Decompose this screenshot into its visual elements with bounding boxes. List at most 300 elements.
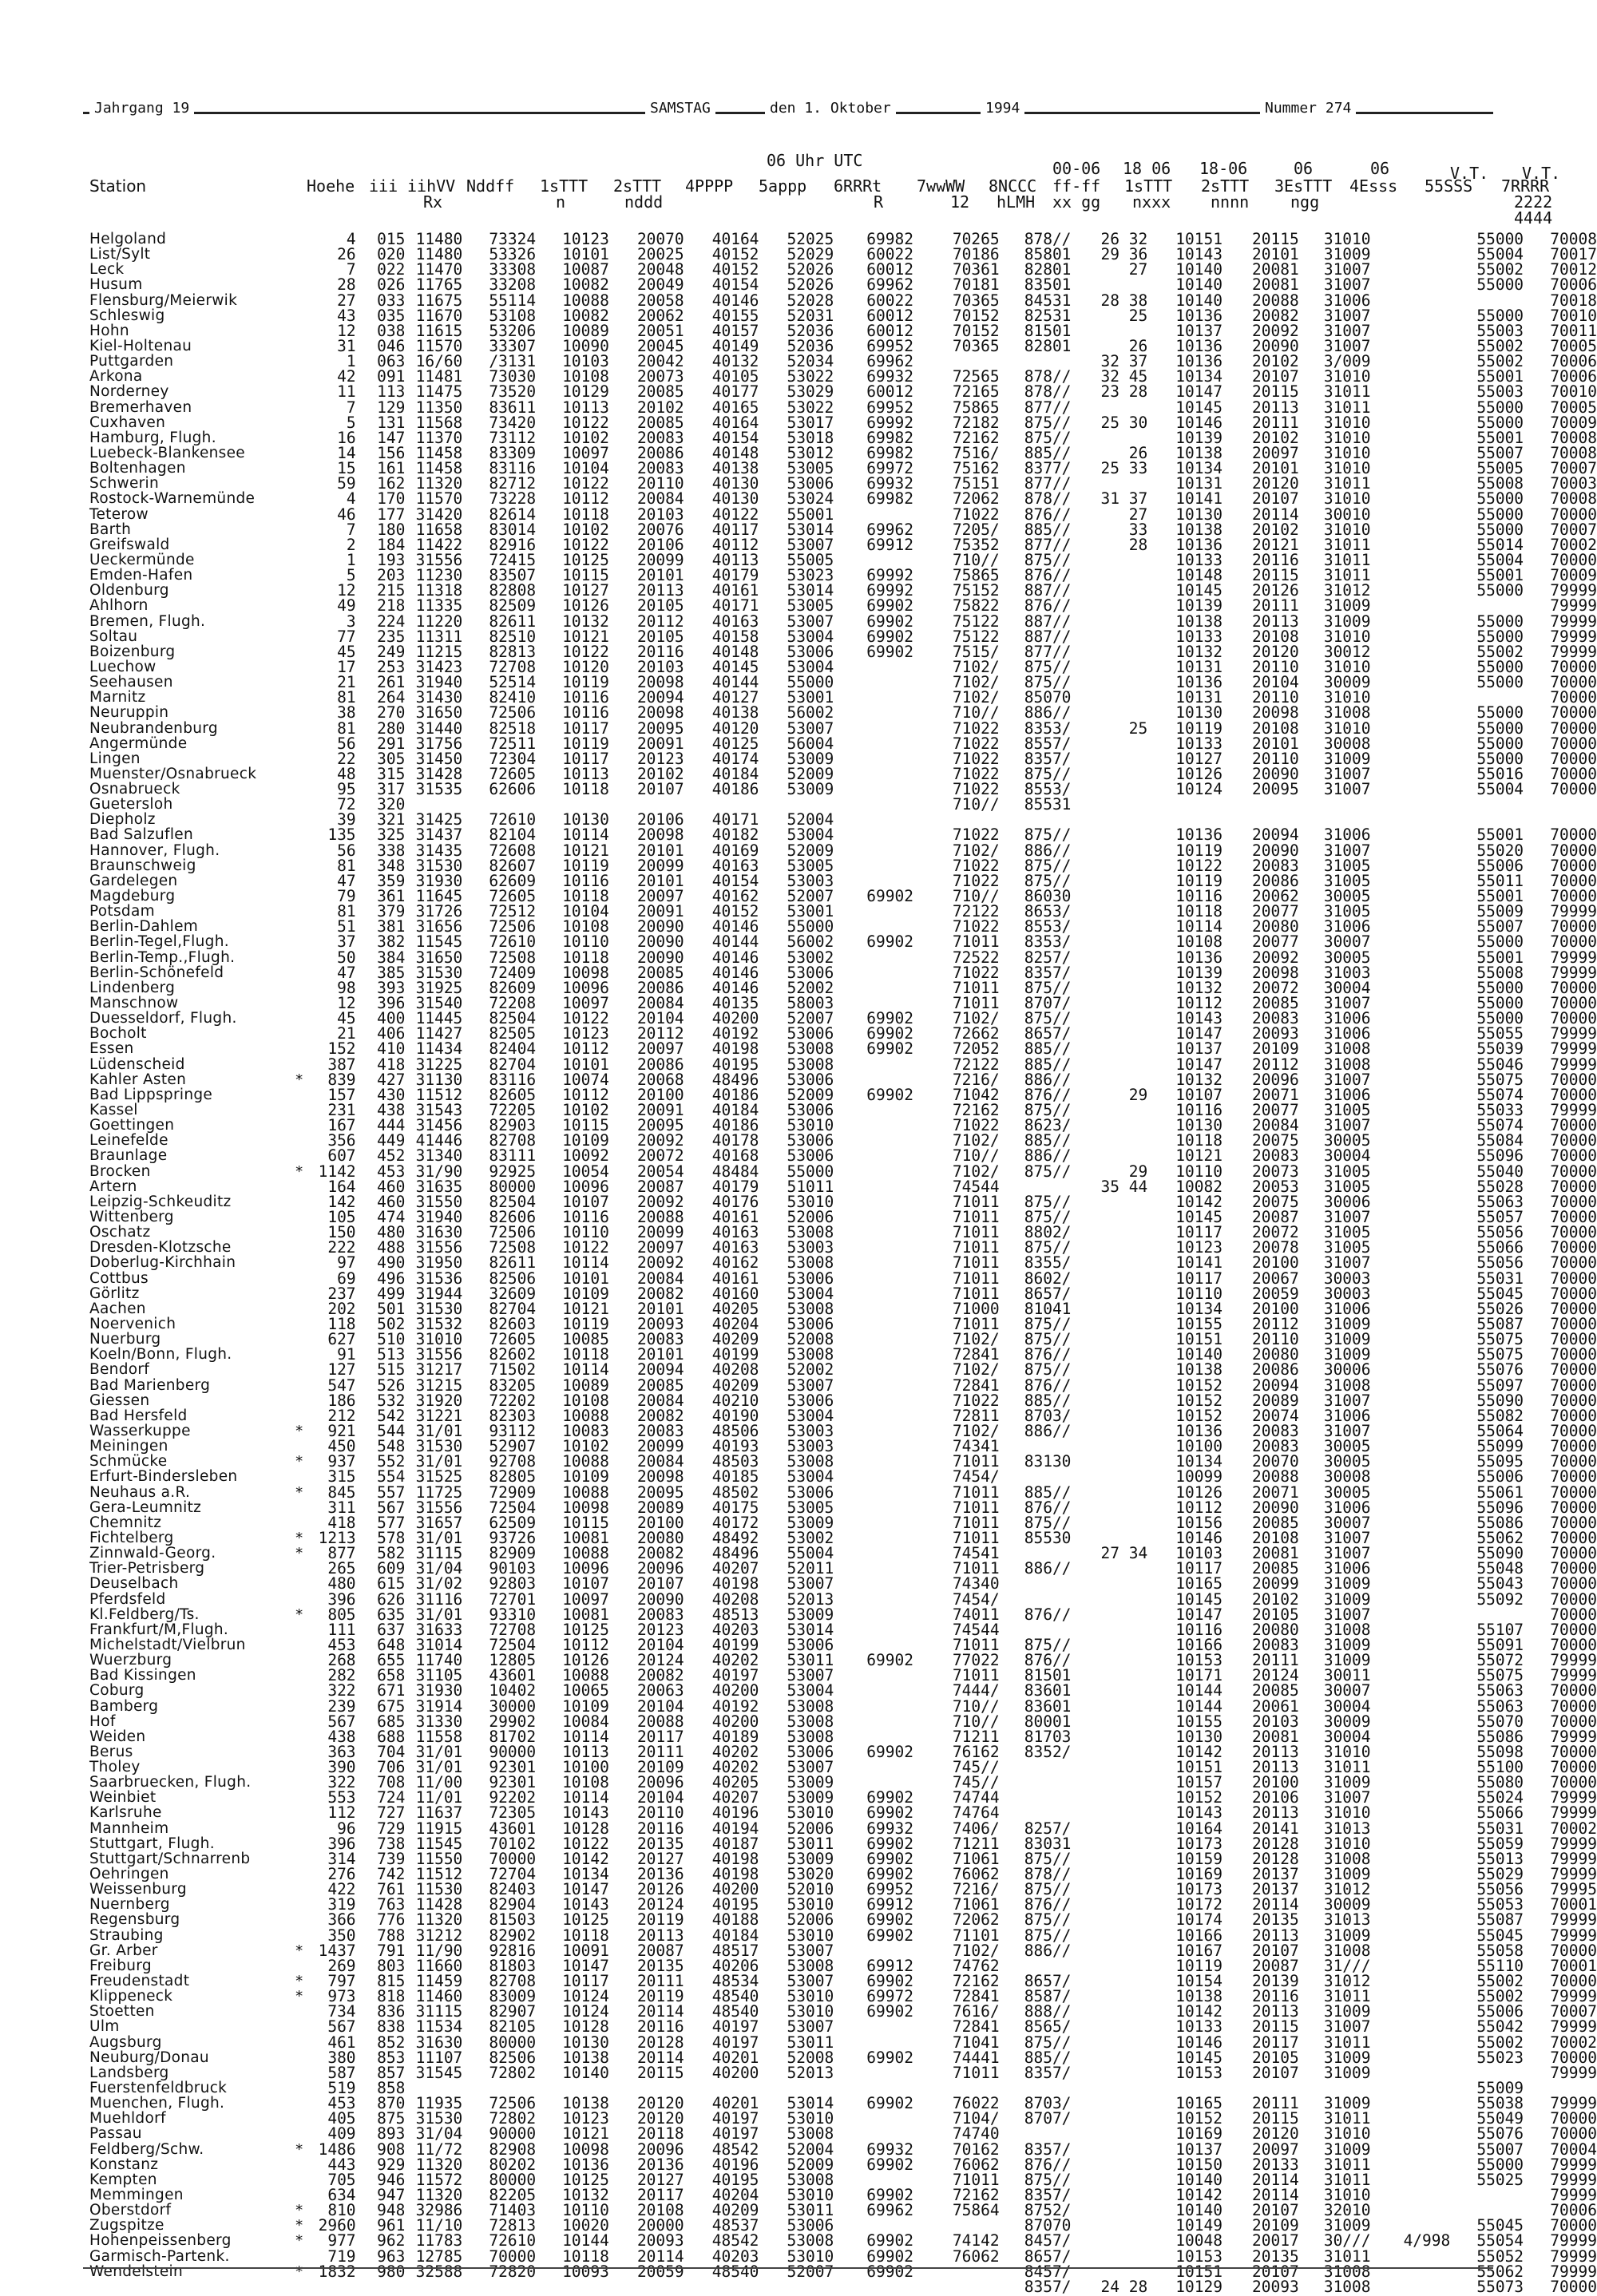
ettt: 30008: [1323, 1467, 1371, 1486]
iihvv: 11318: [415, 581, 463, 600]
hoehe: 21: [337, 673, 356, 692]
nddff: 53326: [489, 245, 537, 264]
nccc: 875//: [1024, 657, 1072, 676]
nddff: 73324: [489, 230, 537, 248]
wwww: 71022: [952, 1116, 1000, 1135]
marker: [291, 766, 308, 782]
sss: 55086: [1476, 1513, 1524, 1532]
station-name: Giessen: [89, 1391, 150, 1409]
ttt1b: 10133: [1175, 734, 1223, 753]
ffff: [1071, 1041, 1147, 1056]
sss: 55002: [1476, 336, 1524, 355]
nddff: 92803: [489, 1574, 537, 1593]
pppp: 40205: [711, 1773, 759, 1792]
hoehe-heading: Hoehe: [307, 176, 355, 196]
ttt1: 10110: [562, 1223, 609, 1242]
ttt2: 20084: [636, 994, 684, 1013]
appp: 53010: [787, 1926, 834, 1945]
wwww: 71011: [952, 1238, 1000, 1257]
rrrt: [834, 2126, 913, 2141]
hoehe: 396: [327, 1589, 356, 1609]
iihvv: 11475: [415, 382, 463, 402]
iihvv: 31532: [415, 1314, 463, 1333]
nddff: 72802: [489, 2109, 537, 2128]
ffff: [1071, 950, 1147, 965]
ettt: 31009: [1323, 1635, 1371, 1654]
ettt: 31011: [1323, 566, 1371, 585]
nccc: 878//: [1024, 230, 1072, 248]
wwww: 71011: [952, 1483, 1000, 1502]
pppp: 40179: [711, 566, 759, 585]
sss: 55064: [1476, 1421, 1524, 1440]
station-name: Nuernberg: [89, 1896, 170, 1914]
iii: 852: [377, 2033, 406, 2052]
esss: [1371, 369, 1451, 384]
ttt2: 20090: [636, 948, 684, 967]
nccc: [1000, 1760, 1072, 1775]
station-name: Oldenburg: [89, 582, 169, 600]
table-row: [89, 445, 1597, 461]
table-row: [89, 1958, 1597, 1973]
marker: [291, 1148, 308, 1163]
hoehe: 810: [327, 2201, 356, 2220]
table-row: [89, 1653, 1597, 1668]
ttt2: 20087: [636, 1941, 684, 1960]
rrrr: 79999: [1550, 1651, 1597, 1670]
station-name: Puttgarden: [89, 353, 174, 370]
rrrr: 79999: [1550, 1101, 1597, 1120]
hoehe: 587: [327, 2063, 356, 2082]
ettt: 31009: [1323, 1651, 1371, 1670]
ffff: [1071, 1240, 1147, 1255]
ffff: [1071, 1576, 1147, 1591]
nddff: 82904: [489, 1895, 537, 1914]
esss: [1371, 476, 1451, 491]
ttt1: 10125: [562, 2170, 609, 2189]
ttt1b: 10153: [1175, 2063, 1223, 2082]
iii: 761: [377, 1880, 406, 1899]
ttt1b: 10174: [1175, 1910, 1223, 1930]
nddff: 73030: [489, 367, 537, 386]
ettt: 31007: [1323, 1391, 1371, 1410]
sss: 55096: [1476, 1498, 1524, 1517]
ttt2b: 20115: [1252, 382, 1299, 402]
ffff: [1071, 1102, 1147, 1118]
hoehe: 453: [327, 2094, 356, 2113]
station-name: Karlsruhe: [89, 1804, 162, 1822]
hoehe: 97: [337, 1253, 356, 1273]
ttt1b: 10152: [1175, 1376, 1223, 1395]
iihvv: 31550: [415, 1192, 463, 1211]
ttt1: 10115: [562, 1513, 609, 1532]
iihvv: 11783: [415, 2231, 463, 2250]
station-name: Muenchen, Flugh.: [89, 2095, 225, 2112]
nccc: 8357/: [1024, 963, 1072, 982]
table-row: [89, 1271, 1597, 1286]
station-name: Hohn: [89, 322, 129, 339]
esss: [1371, 1882, 1451, 1897]
iii: 020: [377, 245, 406, 264]
nddff: 82916: [489, 535, 537, 554]
sss: 55038: [1476, 2094, 1524, 2113]
ttt1b: 10146: [1175, 2033, 1223, 2052]
table-row: [89, 1485, 1597, 1500]
ettt: 31009: [1323, 2048, 1371, 2067]
table-row: [89, 293, 1597, 308]
pppp: 40203: [711, 2247, 759, 2266]
nccc: 877//: [1024, 535, 1072, 554]
nddff: 83116: [489, 459, 537, 478]
station-name: Norderney: [89, 383, 169, 401]
ettt: [1299, 797, 1371, 812]
nddff: 53206: [489, 321, 537, 340]
ttt1: 10122: [562, 1238, 609, 1257]
rrrt: 69952: [866, 1880, 913, 1899]
wwww: 71011: [952, 1269, 1000, 1288]
station-name: Chemnitz: [89, 1514, 162, 1531]
ttt1b: 10132: [1175, 978, 1223, 997]
ettt: 31007: [1323, 306, 1371, 325]
esss-heading: 4Esss: [1349, 176, 1398, 196]
ffff: [1071, 1973, 1147, 1989]
wwww: 71011: [952, 1192, 1000, 1211]
sss: [1450, 1607, 1524, 1622]
iihvv: 31/04: [415, 2124, 463, 2144]
station-name: Neuruppin: [89, 704, 169, 722]
ttt1b: 10146: [1175, 1528, 1223, 1547]
ffff: 35 44: [1100, 1177, 1148, 1196]
nddff: 90000: [489, 1742, 537, 1761]
ttt2b: 20120: [1252, 2124, 1299, 2144]
hoehe: 11: [337, 382, 356, 402]
appp: 53007: [787, 1666, 834, 1685]
hoehe: 157: [327, 1085, 356, 1104]
rrrt: 69912: [866, 1895, 913, 1914]
sss: 55096: [1476, 1146, 1524, 1166]
ttt2: 20068: [636, 1070, 684, 1089]
ettt: 31007: [1323, 841, 1371, 860]
wwww: 72565: [952, 367, 1000, 386]
ttt2: 20107: [636, 780, 684, 799]
ttt2: 20100: [636, 1513, 684, 1532]
ffff: [1071, 1607, 1147, 1622]
ettt: 30006: [1323, 1192, 1371, 1211]
pppp: 40148: [711, 642, 759, 661]
ttt2: 20090: [636, 1589, 684, 1609]
pppp: 40186: [711, 780, 759, 799]
ttt1: 10112: [562, 1085, 609, 1104]
ffff: [1071, 2080, 1147, 2096]
esss: [1371, 2187, 1451, 2203]
appp: 53005: [787, 596, 834, 616]
iihvv: 31217: [415, 1360, 463, 1380]
rrrr: 70000: [1550, 2048, 1597, 2067]
table-row: [89, 965, 1597, 980]
iihvv: 31/04: [415, 1559, 463, 1578]
nccc: 85530: [1024, 1528, 1072, 1547]
ttt2b: 20135: [1252, 2247, 1299, 2266]
ttt2: 20135: [636, 1956, 684, 1975]
marker: [291, 491, 308, 506]
ttt1: 10119: [562, 856, 609, 875]
ffff: [1071, 1683, 1147, 1698]
nddff: 82902: [489, 1926, 537, 1945]
rrrr: 70001: [1550, 1895, 1597, 1914]
ttt1b: 10136: [1175, 948, 1223, 967]
nccc: [1000, 1179, 1072, 1194]
ffff: [1071, 1897, 1147, 1912]
rrrr: 79999: [1550, 1055, 1597, 1074]
iihvv: 31630: [415, 1223, 463, 1242]
ettt: 30009: [1323, 673, 1371, 692]
rrrt: 69932: [866, 2140, 913, 2159]
hoehe: 142: [327, 1192, 356, 1211]
ffff: [1071, 1928, 1147, 1943]
year: 1994: [981, 101, 1024, 117]
ttt2b: 20139: [1252, 1972, 1299, 1991]
rrrt: [834, 2019, 913, 2034]
marker: [291, 1133, 308, 1148]
ttt2b: 20096: [1252, 1070, 1299, 1089]
ttt1: 10084: [562, 1712, 609, 1731]
ttt2b: 20072: [1252, 978, 1299, 997]
pppp: 40149: [711, 336, 759, 355]
nddff: 72506: [489, 917, 537, 936]
nddff: 82903: [489, 1116, 537, 1135]
hoehe: 212: [327, 1406, 356, 1425]
marker: [291, 1561, 308, 1576]
ffff: [1071, 1454, 1147, 1469]
station-name: Luebeck-Blankensee: [89, 444, 245, 461]
nccc: 875//: [1024, 1192, 1072, 1211]
rrrt: 60012: [866, 321, 913, 340]
ttt1: 10101: [562, 245, 609, 264]
sss: 55110: [1476, 1956, 1524, 1975]
iihvv: 11915: [415, 1819, 463, 1838]
nddff: 82605: [489, 1085, 537, 1104]
ttt1: 10054: [562, 1162, 609, 1181]
appp: 53001: [787, 902, 834, 921]
wwww: 71022: [952, 718, 1000, 738]
station-name: Fichtelberg: [89, 1529, 174, 1546]
appp: 53014: [787, 520, 834, 539]
ttt2b: 20080: [1252, 917, 1299, 936]
appp: 52009: [787, 764, 834, 783]
ffff: [1071, 766, 1147, 782]
ttt2: 20105: [636, 627, 684, 646]
ttt2: 20119: [636, 1910, 684, 1930]
ffff: [1071, 277, 1147, 292]
esss: [1371, 400, 1451, 415]
rrrr: 70017: [1550, 245, 1597, 264]
wwww: 745//: [952, 1758, 1000, 1777]
ttt1: 10121: [562, 1299, 609, 1318]
rrrr: 70000: [1550, 1162, 1597, 1181]
appp: 53006: [787, 963, 834, 982]
table-row: [89, 2019, 1597, 2034]
rrrt: 69902: [866, 2247, 913, 2266]
bottom-rule: [83, 2267, 1493, 2269]
station-name: Boizenburg: [89, 643, 176, 660]
sss: 55031: [1476, 1819, 1524, 1838]
ttt1b: 10132: [1175, 1070, 1223, 1089]
ttt1: 10118: [562, 2247, 609, 2266]
wwww: 71011: [952, 1528, 1000, 1547]
nccc: 80001: [1024, 1712, 1072, 1731]
iii: 803: [377, 1956, 406, 1975]
rrrr: 70007: [1550, 520, 1597, 539]
station-name: Teterow: [89, 505, 149, 523]
nccc: 82801: [1024, 336, 1072, 355]
station-name: Bendorf: [89, 1361, 150, 1379]
hoehe: 56: [337, 734, 356, 753]
appp: 52036: [787, 336, 834, 355]
iii: 727: [377, 1803, 406, 1823]
time-18-06b-label: 18-06: [1199, 159, 1248, 178]
table-row: [89, 2233, 1597, 2248]
esss: [1371, 889, 1451, 904]
ettt: 31005: [1323, 902, 1371, 921]
esss: [1371, 1928, 1451, 1943]
station-name: Berus: [89, 1743, 133, 1760]
esss: [1371, 2249, 1451, 2264]
ttt2b: 20116: [1252, 550, 1299, 569]
station-name: Landsberg: [89, 2064, 169, 2081]
table-row: [89, 1194, 1597, 1209]
appp: 53010: [787, 2186, 834, 2204]
table-row: [89, 1362, 1597, 1377]
iii: 908: [377, 2140, 406, 2159]
sss: 55059: [1476, 1834, 1524, 1853]
wwww: 76062: [952, 2155, 1000, 2174]
pppp: 40163: [711, 1238, 759, 1257]
pppp: 40164: [711, 413, 759, 432]
rrrr: 70000: [1550, 1681, 1597, 1700]
ffff: [1071, 1592, 1147, 1607]
ettt: 31010: [1323, 627, 1371, 646]
appp: 53020: [787, 1865, 834, 1884]
station-name: Bamberg: [89, 1697, 159, 1715]
iihvv: 11470: [415, 260, 463, 279]
ettt: 31005: [1323, 856, 1371, 875]
esss: [1371, 1164, 1451, 1179]
nddff: 82611: [489, 612, 537, 631]
sss: 55020: [1476, 841, 1524, 860]
appp: [759, 2279, 834, 2294]
ffff: [1071, 1057, 1147, 1072]
nddff: 82907: [489, 2002, 537, 2021]
sss: 55000: [1476, 505, 1524, 524]
hoehe: 152: [327, 1039, 356, 1059]
ttt1b: 10130: [1175, 1727, 1223, 1746]
nccc: [1000, 1775, 1072, 1790]
rrrr: 70002: [1550, 535, 1597, 554]
hoehe: 16: [337, 428, 356, 447]
hoehe: 81: [337, 902, 356, 921]
pppp: 40200: [711, 1712, 759, 1731]
ffff: [1071, 1072, 1147, 1087]
hoehe: 366: [327, 1910, 356, 1930]
sss: 55082: [1476, 1406, 1524, 1425]
pppp: 40189: [711, 1727, 759, 1746]
pppp: 40163: [711, 612, 759, 631]
marker: [291, 1714, 308, 1729]
table-row: [89, 843, 1597, 858]
iihvv: 31525: [415, 1467, 463, 1486]
ttt1: 10096: [562, 978, 609, 997]
iii: 578: [377, 1528, 406, 1547]
marker: [291, 354, 308, 369]
ttt1b: 10156: [1175, 1513, 1223, 1532]
station-name: Boltenhagen: [89, 460, 186, 477]
nddff: 90000: [489, 2124, 537, 2144]
nddff: 82712: [489, 474, 537, 493]
hoehe: 268: [327, 1651, 356, 1670]
ettt: 31007: [1323, 1544, 1371, 1563]
wwww: 71042: [952, 1085, 1000, 1104]
marker: [291, 369, 308, 384]
rrrt: 60012: [866, 382, 913, 402]
ettt: 31010: [1323, 2186, 1371, 2204]
nddff: 82506: [489, 2048, 537, 2067]
ttt1: 10118: [562, 1345, 609, 1364]
ttt2b: 20080: [1252, 1620, 1299, 1639]
station-name: Neuhaus a.R.: [89, 1483, 191, 1501]
ttt2b: 20088: [1252, 1467, 1299, 1486]
ttt1: 10117: [562, 718, 609, 738]
marker: [291, 2111, 308, 2126]
esss: [1371, 965, 1451, 980]
wwww: 71011: [952, 1559, 1000, 1578]
ttt2-heading: 2sTTT: [613, 176, 662, 196]
iii: 474: [377, 1208, 406, 1226]
ttt2b: 20084: [1252, 1116, 1299, 1135]
ttt2b: 20083: [1252, 1146, 1299, 1166]
esss: [1371, 2019, 1451, 2034]
iii: 449: [377, 1131, 406, 1150]
ttt1b: 10132: [1175, 642, 1223, 661]
wwww: [913, 2264, 1000, 2279]
ttt2: 20104: [636, 1009, 684, 1028]
ttt1b: 10116: [1175, 887, 1223, 906]
ttt1b: 10138: [1175, 612, 1223, 631]
ffff: [1071, 1485, 1147, 1500]
marker: *: [295, 2262, 304, 2280]
rrrt: 69982: [866, 428, 913, 447]
appp: 52009: [787, 2155, 834, 2174]
rrrr: 70000: [1550, 1941, 1597, 1960]
date: den 1. Oktober: [765, 101, 896, 117]
iii: 532: [377, 1391, 406, 1410]
iii: 567: [377, 1498, 406, 1517]
iii: 947: [377, 2186, 406, 2204]
wwww: 710//: [952, 550, 1000, 569]
nccc: 8357/: [1024, 749, 1072, 768]
table-row: [89, 507, 1597, 522]
iihvv: 11660: [415, 1956, 463, 1975]
rrrr: 70000: [1550, 1116, 1597, 1135]
ffff: [1071, 1271, 1147, 1286]
ttt2: 20093: [636, 2231, 684, 2250]
marker: [291, 262, 308, 277]
station-table: [89, 232, 1597, 2294]
nccc: 885//: [1024, 1055, 1072, 1074]
marker: *: [295, 2232, 304, 2250]
marker: [291, 2249, 308, 2264]
iihvv: 31/01: [415, 1528, 463, 1547]
wwww: 71011: [952, 2063, 1000, 2082]
nccc: 8355/: [1024, 1253, 1072, 1273]
